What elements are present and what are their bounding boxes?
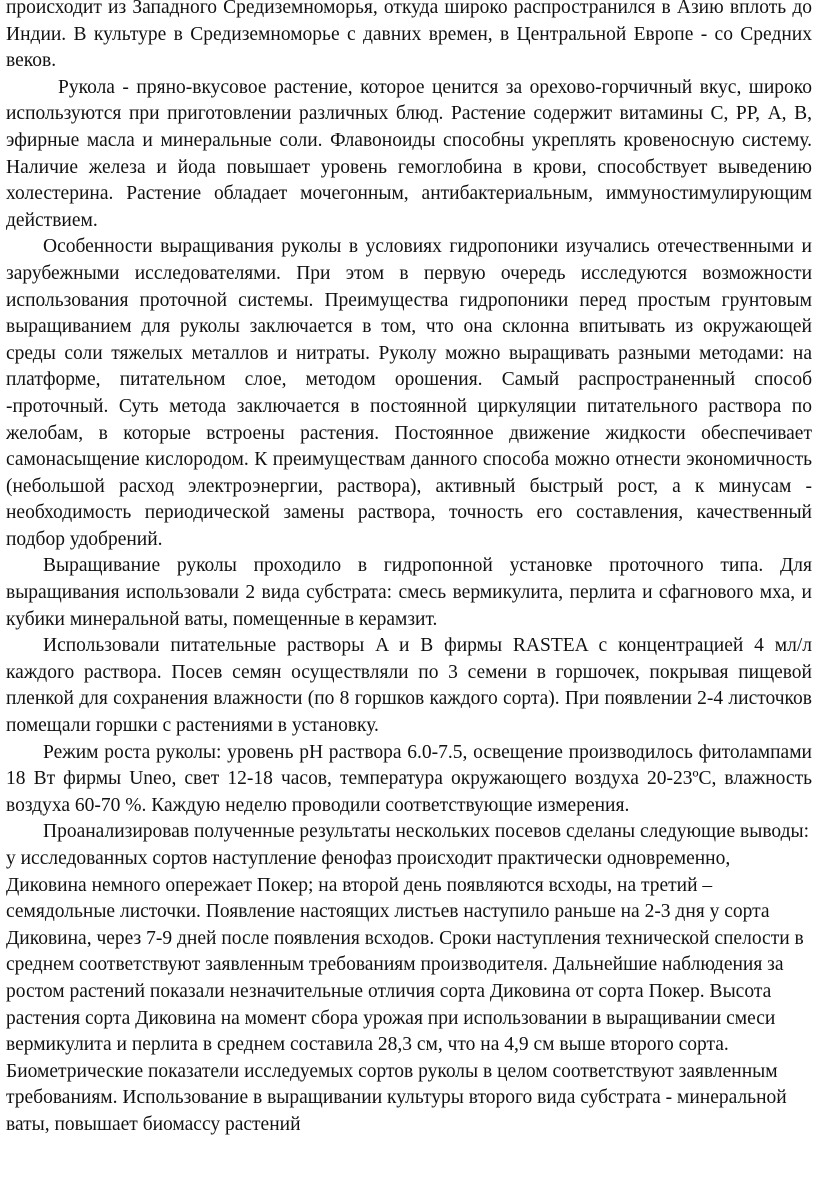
paragraph-hydroponics-features: Особенности выращивания руколы в условиях гидропоники изучались отечественными и зарубежными исследователями. При этом в первую очередь исследуются возможности использования проточной системы. Преимущества гидропоники перед простым грунтовым выращиванием для руколы заключается в том, что она склонна впитывать из окружающей среды соли тяжелых металлов и нитраты. Руколу можно выращивать разными методами: на платформе, питательном слое, методом орошения. Самый распространенный способ -проточный. Суть метода заключается в постоянной циркуляции питательного раствора по желобам, в которые встроены растения. Постоянное движение жидкости обеспечивает самонасыщение кислородом. К преимуществам данного способа можно отнести экономичность (небольшой расход электроэнергии, раствора), активный быстрый рост, а к минусам - необходимость периодической замены раствора, точность его составления, качественный подбор удобрений. [6, 236, 812, 550]
paragraph-growing-setup: Выращивание руколы проходило в гидропонной установке проточного типа. Для выращивания использовали 2 вида субстрата: смесь вермикулита, перлита и сфагнового мха, и кубики минеральной ваты, помещенные в керамзит. [6, 555, 812, 630]
paragraph-origin: происходит из Западного Средиземноморья, откуда широко распространился в Азию вплоть до Индии. В культуре в Средиземноморье с давних времен, в Центральной Европе - со Средних веков. [6, 0, 812, 72]
paragraph-arugula-description: Рукола - пряно-вкусовое растение, которое ценится за орехово-горчичный вкус, широко используются при приготовлении различных блюд. Растение содержит витамины С, РР, А, В, эфирные масла и минеральные соли. Флавоноиды способны укреплять кровеносную систему. Наличие железа и йода повышает уровень гемоглобина в крови, способствует выведению холестерина. Растение обладает мочегонным, антибактериальным, иммуностимулирующим действием. [6, 76, 812, 231]
paragraph-nutrient-solutions: Использовали питательные растворы A и B фирмы RASTEA с концентрацией 4 мл/л каждого раствора. Посев семян осуществляли по 3 семени в горшочек, покрывая пищевой пленкой для сохранения влажности (по 8 горшков каждого сорта). При появлении 2-4 листочков помещали горшки с растениями в установку. [6, 635, 812, 737]
paragraph-growth-mode: Режим роста руколы: уровень pH раствора 6.0-7.5, освещение производилось фитолампами 18 Вт фирмы Uneo, свет 12-18 часов, температура окружающего воздуха 20-23ºС, влажность воздуха 60-70 %. Каждую неделю проводили соответствующие измерения. [6, 741, 812, 816]
paragraph-conclusions: Проанализировав полученные результаты нескольких посевов сделаны следующие выводы: у исследованных сортов наступление фенофаз происходит практически одновременно, Диковина немного опережает Покер; на второй день появляются всходы, на третий – семядольные листочки. Появление настоящих листьев наступило раньше на 2-3 дня у сорта Диковина, через 7-9 дней после появления всходов. Сроки наступления технической спелости в среднем соответствуют заявленным требованиям производителя. Дальнейшие наблюдения за ростом растений показали незначительные отличия сорта Диковина от сорта Покер. Высота растения сорта Диковина на момент сбора урожая при использовании в выращивании смеси вермикулита и перлита в среднем составила 28,3 см, что на 4,9 см выше второго сорта. Биометрические показатели исследуемых сортов руколы в целом соответствуют заявленным требованиям. Использование в выращивании культуры второго вида субстрата - минеральной ваты, повышает биомассу растений [6, 821, 810, 1135]
document-body [6, 0, 812, 1139]
